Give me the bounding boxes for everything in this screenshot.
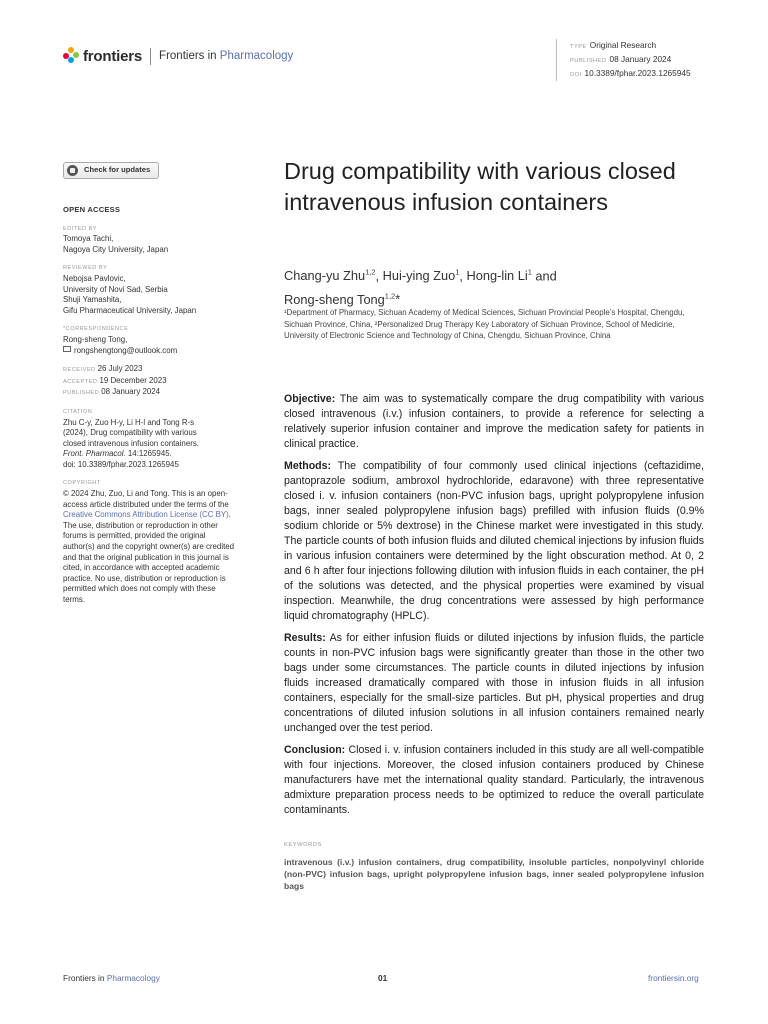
citation-doi[interactable]: doi: 10.3389/fphar.2023.1265945 [63, 459, 179, 469]
abstract [284, 392, 704, 825]
affiliations: ¹Department of Pharmacy, Sichuan Academy of Medical Sciences, Sichuan Provincial People’s Hospital, Chengdu, Sichuan Province, China, ²Personalized Drug Therapy Key Laboratory of Sichuan Province, School of Medicine, University of Electronic Science and Technology of China, Chengdu, Sichuan Province, China [284, 308, 685, 340]
author[interactable]: Rong-sheng Tong$^{1,2}$ [284, 291, 396, 307]
keywords-label: KEYWORDS [284, 842, 322, 848]
article-dates: RECEIVED 26 July 2023 ACCEPTED 19 December 2023 PUBLISHED 08 January 2024 [63, 364, 167, 397]
brand-name: frontiers [83, 47, 143, 65]
frontiers-logo[interactable] [63, 47, 293, 65]
journal-name: Frontiers in Pharmacology [159, 50, 294, 62]
frontiers-logo-icon [63, 47, 79, 65]
footer-journal: Frontiers in Pharmacology [63, 973, 160, 983]
author[interactable]: Hong-lin Li$^1$ [466, 268, 532, 284]
copyright-label: COPYRIGHT [63, 480, 101, 487]
meta-type: TYPE Original Research [570, 40, 657, 50]
abstract-conclusion: Conclusion: Closed i. v. infusion containers included in this study are all well-compatible with four injections. Moreover, the closed infusion containers produced by Chinese manufacturers have met the international quality standard. Particularly, the intravenous admixture preparation process needs to be optimized to reduce the overall particulate contaminants. [284, 744, 704, 816]
check-for-updates-button[interactable]: Check for updates [63, 162, 159, 179]
open-access-label: OPEN ACCESS [63, 205, 121, 214]
meta-doi[interactable]: DOI 10.3389/fphar.2023.1265945 [570, 68, 691, 78]
author[interactable]: Hui-ying Zuo$^1$ [382, 268, 460, 284]
author-list: Chang-yu Zhu$^{1,2}$, Hui-ying Zuo$^1$, Hong-lin Li$^1$ and Rong-sheng Tong$^{1,2}$* [284, 268, 557, 307]
abstract-results: Results: As for either infusion fluids or diluted injections by infusion fluids, the particle counts in non-PVC infusion bags were significantly greater than those in the other two bags under some circumstances. The particle counts in diluted injections by infusion fluids increased dramatically compared with those in infusion fluids in all infusion containers, especially for the small-size particles. But pH, physical properties and drug concentrations of diluted infusion solutions in all infusion containers remained nearly unchanged over the test period. [284, 632, 704, 734]
logo-divider [150, 48, 151, 65]
copyright: © 2024 Zhu, Zuo, Li and Tong. This is an open-access article distributed under the terms of the Creative Commons Attribution License (CC BY). The use, distribution or reproduction in other forums is permitted, provided the original author(s) and the copyright owner(s) are credited and that the original publication in this journal is cited, in accordance with accepted academic practice. No use, distribution or reproduction is permitted which does not comply with these terms. [63, 489, 235, 604]
abstract-objective: Objective: The aim was to systematically compare the drug compatibility with various closed intravenous (i.v.) infusion containers, to provide a reference for selecting a relatively superior infusion container and improve the medication safety for patients in clinical practice. [284, 393, 704, 450]
article-meta [556, 39, 691, 81]
correspondence-email[interactable]: rongshengtong@outlook.com [63, 346, 235, 357]
cc-by-license-link[interactable]: Creative Commons Attribution License (CC BY) [63, 510, 229, 520]
edited-by: Tomoya Tachi, Nagoya City University, Japan [63, 234, 169, 254]
page-number: 01 [378, 973, 388, 983]
edited-by-label: EDITED BY [63, 225, 98, 232]
correspondence-label: *CORRESPONDENCE [63, 326, 129, 333]
citation-label: CITATION [63, 408, 93, 415]
mail-icon [63, 346, 71, 352]
author[interactable]: Chang-yu Zhu$^{1,2}$ [284, 268, 376, 284]
meta-published: PUBLISHED 08 January 2024 [570, 54, 672, 64]
citation: Zhu C-y, Zuo H-y, Li H-l and Tong R-s (2024), Drug compatibility with various closed intravenous infusion containers. Front. Pharmacol. 14:1265945. doi: 10.3389/fphar.2023.1265945 [63, 418, 235, 471]
abstract-methods: Methods: The compatibility of four commonly used clinical injections (ceftazidime, pantoprazole sodium, ambroxol hydrochloride, edaravone) with three representative closed i. v. infusion containers (non-PVC infusion bags, upright polypropylene infusion bags, inner sealed polypropylene infusion bags) prefilled with infusion fluids (0.9% sodium chloride or 5% dextrose) in the Chinese market were investigated in this study. The particle counts of both infusion fluids and diluted chemical injections by infusion fluids in various infusion containers were determined by the light obscuration method. At 0, 2 and 6 h after four injections following dilution with infusion fluids in each container, the pH of the solutions was detected, and the physical properties were examined by visual inspection. Meanwhile, the drug concentrations were assessed by high performance liquid chromatography (HPLC). [284, 460, 704, 622]
keywords: intravenous (i.v.) infusion containers, drug compatibility, insoluble particles, nonpolyvinyl chloride (non-PVC) infusion bags, upright polypropylene infusion bags, inner sealed polypropylene infusion bags [284, 857, 704, 891]
correspondence: Rong-sheng Tong, rongshengtong@outlook.com [63, 335, 235, 356]
reviewed-by-label: REVIEWED BY [63, 265, 108, 272]
site-link[interactable]: frontiersin.org [648, 973, 699, 983]
reviewed-by: Nebojsa Pavlovic, University of Novi Sad, Serbia Shuji Yamashita, Gifu Pharmaceutical University, Japan [63, 273, 197, 315]
article-title: Drug compatibility with various closed intravenous infusion containers [284, 158, 676, 215]
sidebar [63, 162, 235, 606]
update-icon [67, 165, 78, 176]
